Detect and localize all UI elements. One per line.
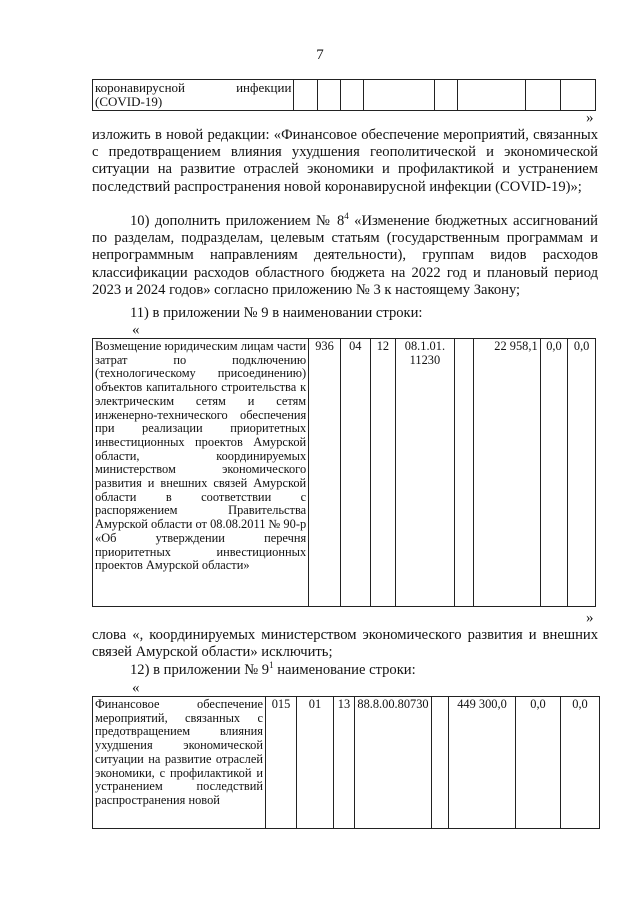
table-cell-sum-2024: 0,0 bbox=[561, 697, 600, 829]
table-cell-sum-2023: 0,0 bbox=[540, 339, 568, 607]
table-cell bbox=[317, 80, 340, 111]
closing-quote: » bbox=[586, 110, 594, 126]
name-line-1: коронавирусной инфекции bbox=[95, 80, 292, 95]
name-line-2: (COVID-19) bbox=[95, 94, 163, 109]
paragraph-exclude: слова «, координируемых министерством экономического развития и внешних связей Амурской области» исключить; bbox=[92, 627, 598, 661]
table-cell bbox=[434, 80, 457, 111]
table-cell-section: 04 bbox=[340, 339, 370, 607]
table-row-investment bbox=[92, 338, 596, 607]
table-cell-subsection: 12 bbox=[370, 339, 396, 607]
paragraph-edit: изложить в новой редакции: «Финансовое обеспечение мероприятий, связанных с предотвращением влияния ухудшения геополитической и экономической ситуации на развитие отраслей экономики и профилактикой и устранением последствий распространения новой коронавирусной инфекции (COVID-19)»; bbox=[92, 127, 598, 195]
table-cell-sum-2022: 449 300,0 bbox=[449, 697, 516, 829]
opening-quote: « bbox=[132, 322, 140, 338]
table-cell bbox=[457, 80, 526, 111]
table-cell bbox=[294, 80, 317, 111]
table-cell-subsection: 13 bbox=[334, 697, 355, 829]
table-cell-section: 01 bbox=[297, 697, 334, 829]
paragraph-11: 11) в приложении № 9 в наименовании строки: bbox=[130, 305, 423, 321]
table-cell-ministry: 015 bbox=[266, 697, 297, 829]
table-cell-name: Возмещение юридическим лицам части затрат по подключению (технологическому присоединению) объектов капитального строительства к электрическим сетям и сетям инженерно-технического обеспечения при реализации приоритетных инвестиционных проектов Амурской области, координируемых министерством экономического развития и внешних связей Амурской области в соответствии с распоряжением Правительства Амурской области от 08.08.2011 № 90-р «Об утверждении перечня приоритетных инвестиционных проектов Амурской области» bbox=[93, 339, 309, 607]
table-cell bbox=[561, 80, 596, 111]
table-cell-target: 08.1.01. 11230 bbox=[396, 339, 454, 607]
paragraph-12: 12) в приложении № $9^1$ наименование строки: bbox=[130, 660, 416, 678]
table-row-financing bbox=[92, 696, 600, 829]
table-cell-sum-2024: 0,0 bbox=[568, 339, 596, 607]
table-cell-expense-type bbox=[432, 697, 449, 829]
paragraph-10: 10) дополнить приложением № $8^4$ «Изменение бюджетных ассигнований по разделам, подразделам, целевым статьям (государственным программам и непрограммным направлениям деятельности), группам видов расходов классификации расходов областного бюджета на 2022 год и плановый период 2023 и 2024 годов» согласно приложению № 3 к настоящему Закону; bbox=[92, 211, 598, 298]
closing-quote: » bbox=[586, 610, 594, 626]
table-cell bbox=[363, 80, 434, 111]
table-cell-expense-type bbox=[454, 339, 473, 607]
table-cell bbox=[340, 80, 363, 111]
table-cell-sum-2022: 22 958,1 bbox=[474, 339, 541, 607]
table-cell-name: Финансовое обеспечение мероприятий, связанных с предотвращением влияния ухудшения экономической ситуации на развитие отраслей экономики, с профилактикой и устранением последствий распространения новой bbox=[93, 697, 266, 829]
table-continuation bbox=[92, 79, 596, 111]
table-cell-sum-2023: 0,0 bbox=[516, 697, 561, 829]
table-cell bbox=[526, 80, 561, 111]
opening-quote: « bbox=[132, 680, 140, 696]
table-cell-name bbox=[93, 80, 294, 111]
page-number: 7 bbox=[316, 47, 324, 63]
table-cell-target: 88.8.00.80730 bbox=[355, 697, 432, 829]
table-cell-ministry: 936 bbox=[309, 339, 341, 607]
